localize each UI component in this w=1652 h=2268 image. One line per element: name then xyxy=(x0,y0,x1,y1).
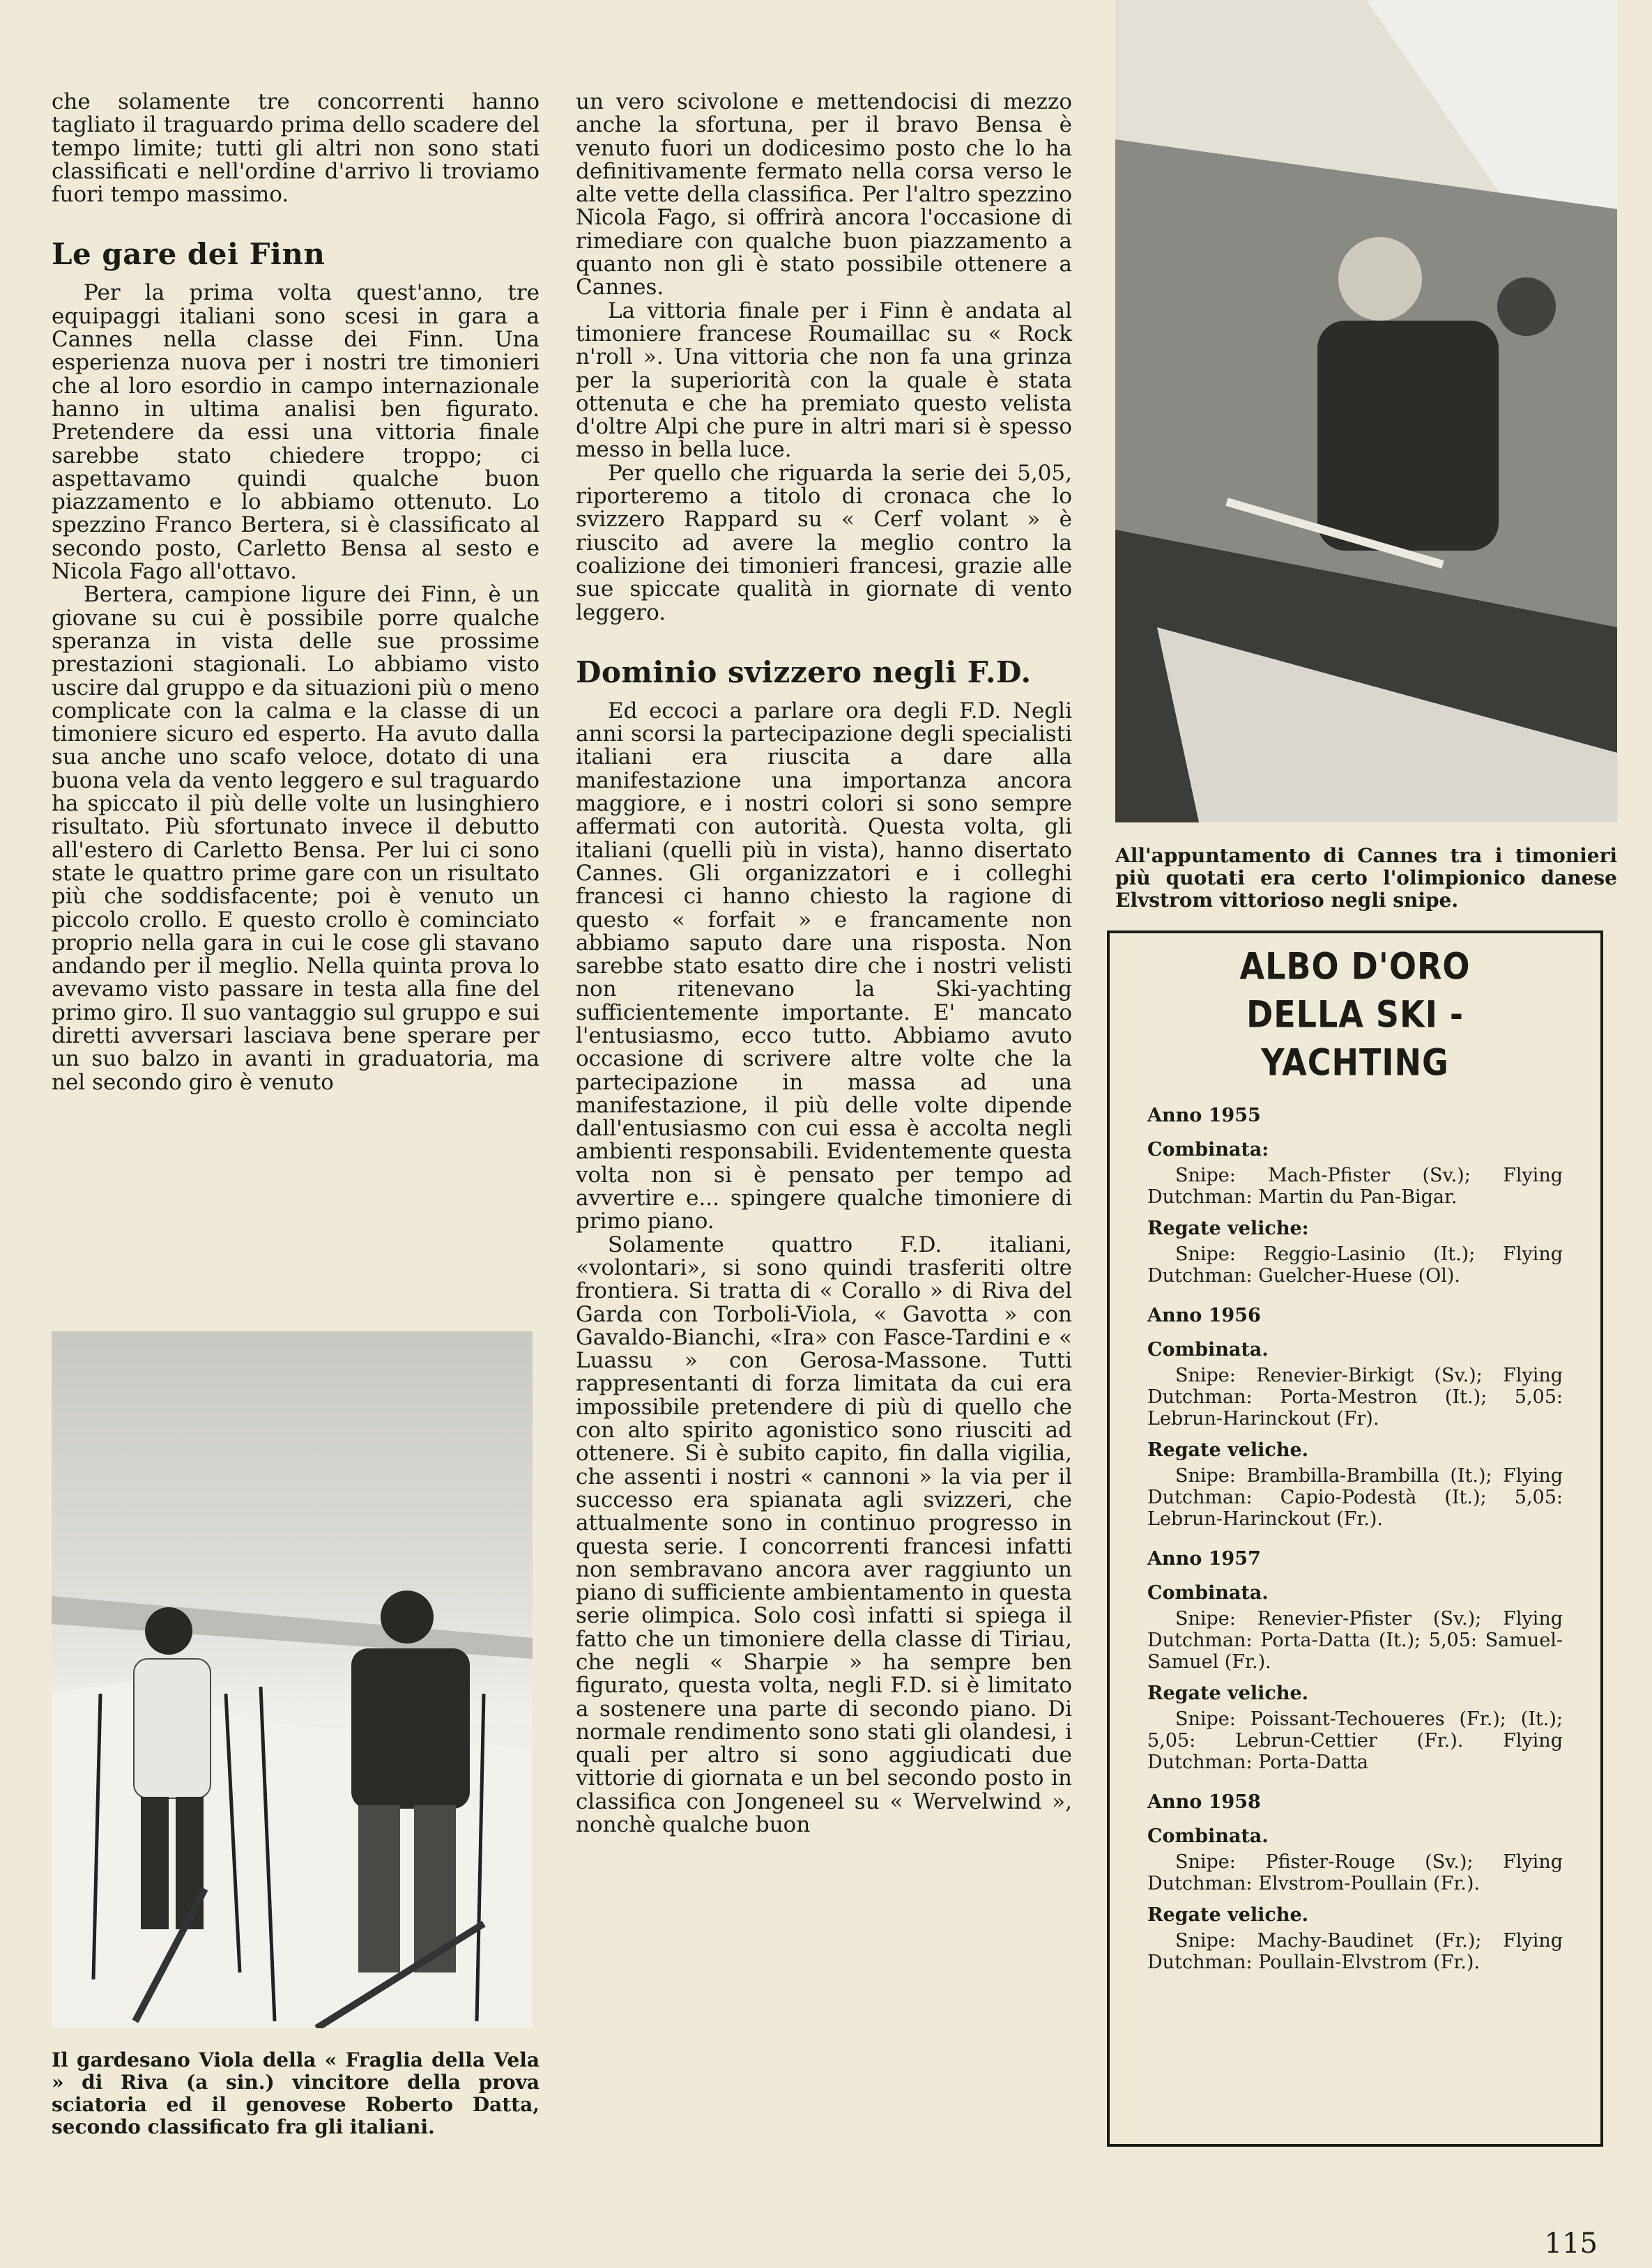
caption-sailor: All'appuntamento di Cannes tra i timonieri più quotati era certo l'olimpionico danese Elvstrom vittorioso negli snipe. xyxy=(1115,844,1617,912)
photo-skiers xyxy=(52,1331,533,2028)
col2-intro-paragraph: un vero scivolone e mettendocisi di mezzo anche la sfortuna, per il bravo Bensa è venuto fuori un dodicesimo posto che lo ha definitivamente fermato nella corsa verso le alte vette della classifica. Per l'altro spezzino Nicola Fago, si offrirà ancora l'occasione di rimediare con qualche buon piazzamento a quanto non gli è stato possibile ottenere a Cannes. xyxy=(576,89,1072,300)
label-1957-regate: Regate veliche. xyxy=(1147,1683,1309,1704)
article-column-1 xyxy=(52,91,540,1094)
label-1955-combinata: Combinata: xyxy=(1147,1139,1269,1160)
skiers-illustration xyxy=(52,1331,533,2028)
year-1957: Anno 1957 xyxy=(1147,1548,1261,1570)
entry-1955-regate: Snipe: Reggio-Lasinio (It.); Flying Dutchman: Guelcher-Huese (Ol). xyxy=(1147,1243,1563,1287)
albo-title xyxy=(1147,942,1563,1087)
label-1956-combinata: Combinata. xyxy=(1147,1339,1269,1361)
entry-1957-regate: Snipe: Poissant-Techoueres (Fr.); (It.); 5,05: Lebrun-Cettier (Fr.). Flying Dutchman: Porta-Datta xyxy=(1147,1708,1563,1773)
label-1955-regate: Regate veliche: xyxy=(1147,1218,1309,1239)
year-1955: Anno 1955 xyxy=(1147,1105,1261,1126)
albo-title-line-2: DELLA SKI - YACHTING xyxy=(1246,992,1464,1085)
heading-finn: Le gare dei Finn xyxy=(52,237,326,272)
col2-paragraph-2: Per quello che riguarda la serie dei 5,05, riporteremo a titolo di cronaca che lo svizzero Rappard su « Cerf volant » è riuscito ad avere la meglio contro la coalizione dei timonieri francesi, grazie alle sue spiccate qualità in giornate di vento leggero. xyxy=(576,460,1072,625)
col1-paragraph-1: Per la prima volta quest'anno, tre equipaggi italiani sono scesi in gara a Cannes nella classe dei Finn. Una esperienza nuova per i nostri tre timonieri che al loro esordio in campo internazionale hanno in ultima analisi ben figurato. Pretendere da essi una vittoria finale sarebbe stato chiedere troppo; ci aspettavamo quindi qualche buon piazzamento e lo abbiamo ottenuto. Lo spezzino Franco Bertera, si è classificato al secondo posto, Carletto Bensa al sesto e Nicola Fago all'ottavo. xyxy=(52,280,540,585)
entry-1956-combinata: Snipe: Renevier-Birkigt (Sv.); Flying Dutchman: Porta-Mestron (It.); 5,05: Lebrun-Harinckout (Fr). xyxy=(1147,1365,1563,1430)
col2-paragraph-4: Solamente quattro F.D. italiani, «volontari», si sono quindi trasferiti oltre frontiera. Si tratta di « Corallo » di Riva del Garda con Torboli-Viola, « Gavotta » con Gavaldo-Bianchi, «Ira» con Fasce-Tardini e « Luassu » con Gerosa-Massone. Tutti rappresentanti di forza limitata da cui era impossibile pretendere di più di quello che con alto spirito agonistico sono riusciti ad ottenere. Si è subito capito, fin dalla vigilia, che assenti i nostri « cannoni » la via per il successo era spianata agli svizzeri, che attualmente sono in continuo progresso in questa serie. I concorrenti francesi infatti non sembravano ancora aver raggiunto un piano di sufficiente ambientamento in questa serie olimpica. Solo così infatti si spiega il fatto che un timoniere della classe di Tiriau, che negli « Sharpie » ha sempre ben figurato, questa volta, negli F.D. si è limitato a sostenere una parte di secondo piano. Di normale rendimento sono stati gli olandesi, i quali per altro si sono aggiudicati due vittorie di giornata e un bel secondo posto in classifica con Jongeneel su « Wervelwind », nonchè qualche buon xyxy=(576,1232,1072,1838)
label-1957-combinata: Combinata. xyxy=(1147,1582,1269,1604)
albo-title-line-1: ALBO D'ORO xyxy=(1239,944,1471,988)
article-column-2 xyxy=(576,91,1072,1837)
year-1958: Anno 1958 xyxy=(1147,1791,1261,1813)
col2-paragraph-1: La vittoria finale per i Finn è andata al timoniere francese Roumaillac su « Rock n'roll ». Una vittoria che non fa una grinza per la superiorità con la quale è stata ottenuta e che ha premiato questo velista d'oltre Alpi che pure in altri mari si è spesso messo in bella luce. xyxy=(576,298,1072,463)
label-1958-regate: Regate veliche. xyxy=(1147,1904,1309,1926)
entry-1957-combinata: Snipe: Renevier-Pfister (Sv.); Flying Dutchman: Porta-Datta (It.); 5,05: Samuel-Samuel (Fr.). xyxy=(1147,1608,1563,1673)
col1-intro-paragraph: che solamente tre concorrenti hanno tagliato il traguardo prima dello scadere del tempo limite; tutti gli altri non sono stati classificati e nell'ordine d'arrivo li troviamo fuori tempo massimo. xyxy=(52,89,540,208)
entry-1958-combinata: Snipe: Pfister-Rouge (Sv.); Flying Dutchman: Elvstrom-Poullain (Fr.). xyxy=(1147,1851,1563,1894)
caption-skiers: Il gardesano Viola della « Fraglia della Vela » di Riva (a sin.) vincitore della prova sciatoria ed il genovese Roberto Datta, secondo classificato fra gli italiani. xyxy=(52,2048,540,2138)
year-1956: Anno 1956 xyxy=(1147,1305,1261,1326)
entry-1956-regate: Snipe: Brambilla-Brambilla (It.); Flying Dutchman: Capio-Podestà (It.); 5,05: Lebrun-Harinckout (Fr.). xyxy=(1147,1465,1563,1530)
col2-paragraph-3: Ed eccoci a parlare ora degli F.D. Negli anni scorsi la partecipazione degli specialisti italiani era riuscita a dare alla manifestazione una importanza ancora maggiore, e i nostri colori si sono sempre affermati con autorità. Questa volta, gli italiani (quelli più in vista), hanno disertato Cannes. Gli organizzatori e i colleghi francesi ci hanno chiesto la ragione di questo « forfait » e francamente non abbiamo saputo dare una risposta. Non sarebbe stato esatto dire che i nostri velisti non ritenevano la Ski-yachting sufficientemente importante. E' mancato l'entusiasmo, ecco tutto. Abbiamo avuto occasione di scrivere altre volte che la partecipazione in massa ad una manifestazione, il più delle volte dipende dall'entusiasmo con cui essa è accolta negli ambienti responsabili. Evidentemente questa volta non si è pensato per tempo ad avvertire e... spingere qualche timoniere di primo piano. xyxy=(576,698,1072,1234)
page-number: 115 xyxy=(1544,2228,1598,2260)
sailor-illustration xyxy=(1115,0,1617,822)
heading-fd: Dominio svizzero negli F.D. xyxy=(576,654,1032,689)
entry-1958-regate: Snipe: Machy-Baudinet (Fr.); Flying Dutchman: Poullain-Elvstrom (Fr.). xyxy=(1147,1930,1563,1973)
label-1958-combinata: Combinata. xyxy=(1147,1825,1269,1847)
entry-1955-combinata: Snipe: Mach-Pfister (Sv.); Flying Dutchman: Martin du Pan-Bigar. xyxy=(1147,1165,1563,1208)
albo-doro-box xyxy=(1107,930,1603,2147)
photo-sailor xyxy=(1115,0,1617,822)
col1-paragraph-2: Bertera, campione ligure dei Finn, è un giovane su cui è possibile porre qualche speranza in vista delle sue prossime prestazioni stagionali. Lo abbiamo visto uscire dal gruppo e da situazioni più o meno complicate con la calma e la classe di un timoniere sicuro ed esperto. Ha avuto dalla sua anche uno scafo veloce, dotato di una buona vela da vento leggero e sul traguardo ha spiccato il più delle volte un lusinghiero risultato. Più sfortunato invece il debutto all'estero di Carletto Bensa. Per lui ci sono state le quattro prime gare con un risultato più che soddisfacente; poi è venuto un piccolo crollo. E questo crollo è cominciato proprio nella gara in cui le cose gli stavano andando per il meglio. Nella quinta prova lo avevamo visto passare in testa alla fine del primo giro. Il suo vantaggio sul gruppo e sui diretti avversari lasciava bene sperare per un suo balzo in avanti in graduatoria, ma nel secondo giro è venuto xyxy=(52,582,540,1095)
label-1956-regate: Regate veliche. xyxy=(1147,1439,1309,1461)
